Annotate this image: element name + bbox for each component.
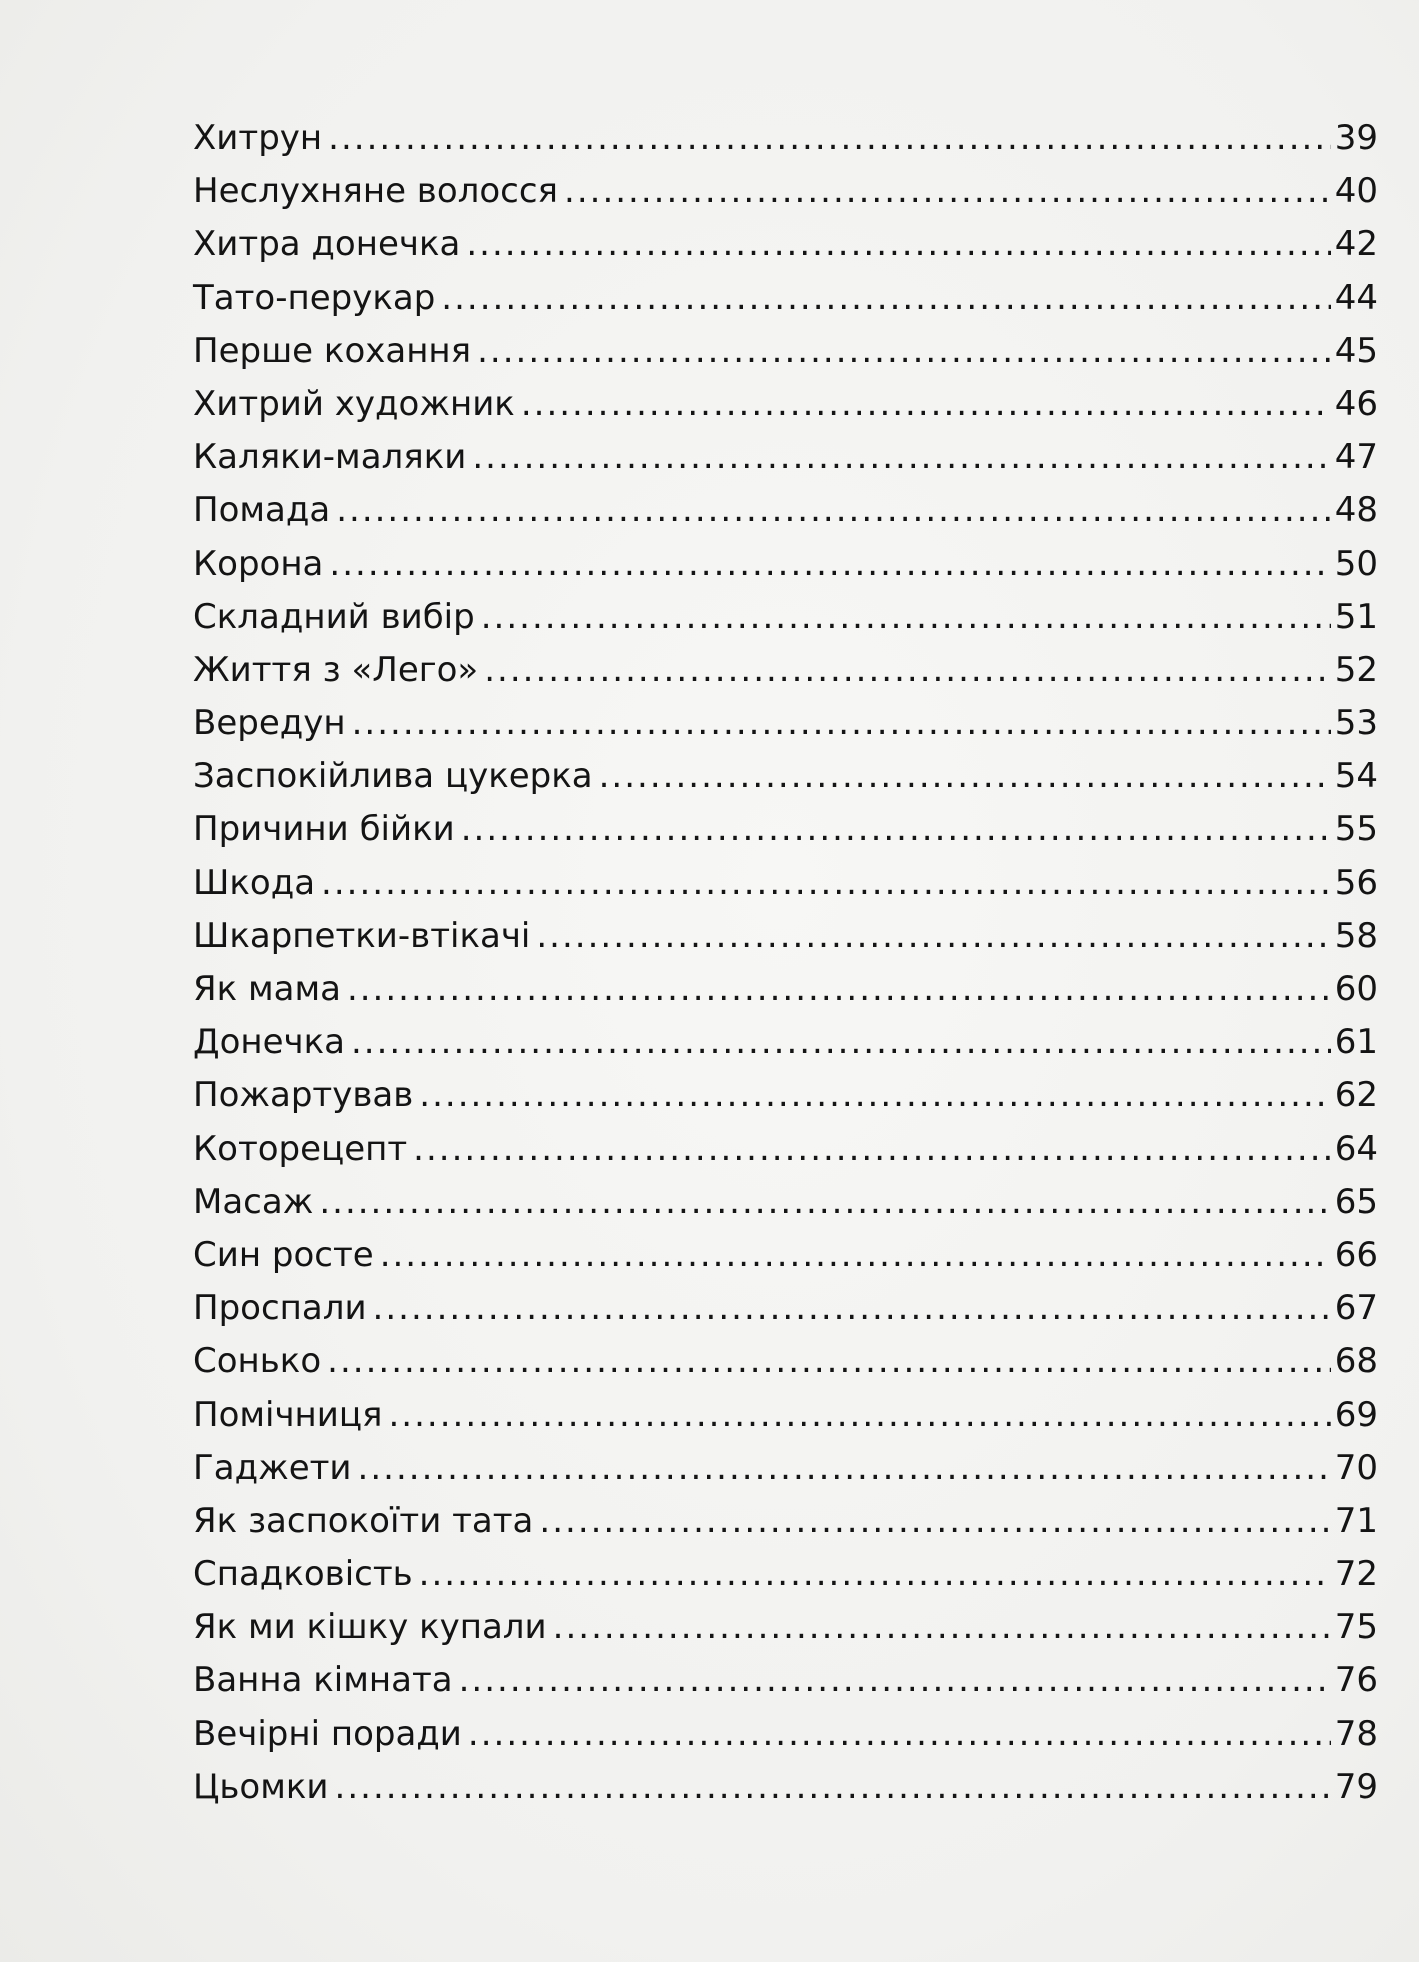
entry-title: Сонько [193, 1341, 322, 1382]
entry-page-number: 71 [1334, 1500, 1378, 1541]
entry-title: Вередун [193, 703, 346, 744]
entry-page-number: 79 [1334, 1766, 1378, 1807]
toc-entry [193, 112, 1378, 165]
entry-title: Донечка [193, 1022, 345, 1063]
dot-leader [388, 1389, 1330, 1442]
entry-page-number: 64 [1334, 1128, 1378, 1169]
entry-page-number: 56 [1334, 862, 1378, 903]
entry-page-number: 39 [1334, 118, 1378, 158]
entry-title: Ванна кімната [193, 1660, 453, 1701]
toc-entry [193, 1229, 1378, 1282]
entry-page-number: 50 [1334, 543, 1378, 584]
entry-title: Хитрун [193, 118, 323, 158]
toc-entry [193, 1016, 1378, 1069]
toc-entry [193, 910, 1378, 963]
toc-entry [193, 165, 1378, 218]
entry-page-number: 54 [1334, 756, 1378, 797]
toc-entry [193, 750, 1378, 803]
toc-entry [193, 484, 1378, 537]
dot-leader [336, 484, 1331, 537]
dot-leader [373, 1282, 1331, 1335]
entry-title: Пожартував [193, 1075, 414, 1116]
entry-title: Як мама [193, 969, 341, 1009]
dot-leader [321, 857, 1331, 910]
entry-page-number: 78 [1334, 1713, 1378, 1754]
toc-entry [193, 1654, 1378, 1707]
dot-leader [327, 1335, 1331, 1388]
toc-entry [193, 1335, 1378, 1388]
entry-title: Помада [193, 490, 331, 531]
dot-leader [521, 378, 1331, 431]
entry-title: Хитрий художник [193, 383, 515, 424]
table-of-contents [193, 112, 1378, 1814]
entry-title: Масаж [193, 1181, 314, 1222]
entry-page-number: 42 [1334, 224, 1378, 265]
toc-entry [193, 538, 1378, 591]
toc-entry [193, 1761, 1378, 1814]
entry-page-number: 45 [1334, 330, 1378, 371]
entry-title: Як заспокоїти тата [193, 1500, 534, 1541]
dot-leader [564, 165, 1331, 218]
entry-title: Складний вибір [193, 596, 475, 637]
toc-entry [193, 431, 1378, 484]
dot-leader [413, 1123, 1331, 1176]
entry-title: Спадковість [193, 1554, 413, 1595]
toc-entry [193, 644, 1378, 697]
toc-entry [193, 803, 1378, 856]
entry-page-number: 76 [1334, 1660, 1378, 1701]
entry-page-number: 60 [1334, 969, 1378, 1009]
entry-title: Тато-перукар [193, 277, 436, 318]
entry-page-number: 66 [1334, 1234, 1378, 1275]
entry-title: Проспали [193, 1288, 367, 1329]
dot-leader [441, 272, 1330, 325]
toc-entry [193, 1601, 1378, 1654]
dot-leader [319, 1176, 1330, 1229]
dot-leader [419, 1548, 1331, 1601]
dot-leader [481, 591, 1331, 644]
entry-page-number: 67 [1334, 1288, 1378, 1329]
entry-title: Гаджети [193, 1447, 352, 1488]
toc-entry [193, 1389, 1378, 1442]
entry-page-number: 65 [1334, 1181, 1378, 1222]
dot-leader [477, 325, 1331, 378]
entry-page-number: 40 [1334, 171, 1378, 212]
toc-entry [193, 857, 1378, 910]
dot-leader [347, 963, 1331, 1016]
toc-entry [193, 1495, 1378, 1548]
entry-title: Причини бійки [193, 809, 455, 850]
toc-entry [193, 697, 1378, 750]
entry-title: Син росте [193, 1234, 374, 1275]
entry-title: Помічниця [193, 1394, 383, 1435]
dot-leader [466, 218, 1330, 271]
toc-entry [193, 963, 1378, 1016]
entry-page-number: 55 [1334, 809, 1378, 850]
dot-leader [472, 431, 1330, 484]
toc-entry [193, 325, 1378, 378]
dot-leader [461, 803, 1331, 856]
dot-leader [358, 1442, 1331, 1495]
entry-page-number: 61 [1334, 1022, 1378, 1063]
dot-leader [536, 910, 1330, 963]
toc-entry [193, 1069, 1378, 1122]
toc-entry [193, 1282, 1378, 1335]
entry-page-number: 53 [1334, 703, 1378, 744]
dot-leader [380, 1229, 1331, 1282]
entry-title: Шкода [193, 862, 316, 903]
dot-leader [459, 1654, 1331, 1707]
dot-leader [335, 1761, 1331, 1814]
dot-leader [553, 1601, 1331, 1654]
entry-page-number: 51 [1334, 596, 1378, 637]
dot-leader [419, 1069, 1330, 1122]
dot-leader [539, 1495, 1330, 1548]
toc-entry [193, 272, 1378, 325]
entry-title: Каляки-маляки [193, 437, 467, 478]
toc-entry [193, 1123, 1378, 1176]
entry-page-number: 46 [1334, 383, 1378, 424]
entry-title: Которецепт [193, 1128, 408, 1169]
toc-entry [193, 1548, 1378, 1601]
entry-page-number: 47 [1334, 437, 1378, 478]
dot-leader [351, 1016, 1331, 1069]
entry-title: Шкарпетки-втікачі [193, 915, 531, 956]
entry-title: Неслухняне волосся [193, 171, 559, 212]
entry-title: Цьомки [193, 1766, 329, 1807]
dot-leader [352, 697, 1331, 750]
dot-leader [468, 1708, 1331, 1761]
entry-title: Заспокійлива цукерка [193, 756, 593, 797]
toc-entry [193, 1176, 1378, 1229]
entry-page-number: 70 [1334, 1447, 1378, 1488]
dot-leader [599, 750, 1331, 803]
toc-entry [193, 591, 1378, 644]
toc-entry [193, 1708, 1378, 1761]
entry-page-number: 52 [1334, 649, 1378, 690]
toc-entry [193, 1442, 1378, 1495]
entry-page-number: 44 [1334, 277, 1378, 318]
entry-page-number: 62 [1334, 1075, 1378, 1116]
entry-title: Хитра донечка [193, 224, 461, 265]
dot-leader [328, 112, 1331, 165]
entry-title: Вечірні поради [193, 1713, 462, 1754]
toc-entry [193, 218, 1378, 271]
entry-page-number: 69 [1334, 1394, 1378, 1435]
entry-title: Корона [193, 543, 324, 584]
toc-entry [193, 378, 1378, 431]
entry-title: Як ми кішку купали [193, 1607, 547, 1648]
entry-page-number: 68 [1334, 1341, 1378, 1382]
entry-page-number: 58 [1334, 915, 1378, 956]
dot-leader [484, 644, 1331, 697]
entry-title: Перше кохання [193, 330, 472, 371]
dot-leader [329, 538, 1330, 591]
entry-page-number: 75 [1334, 1607, 1378, 1648]
entry-page-number: 48 [1334, 490, 1378, 531]
entry-title: Життя з «Лего» [193, 649, 479, 690]
entry-page-number: 72 [1334, 1554, 1378, 1595]
